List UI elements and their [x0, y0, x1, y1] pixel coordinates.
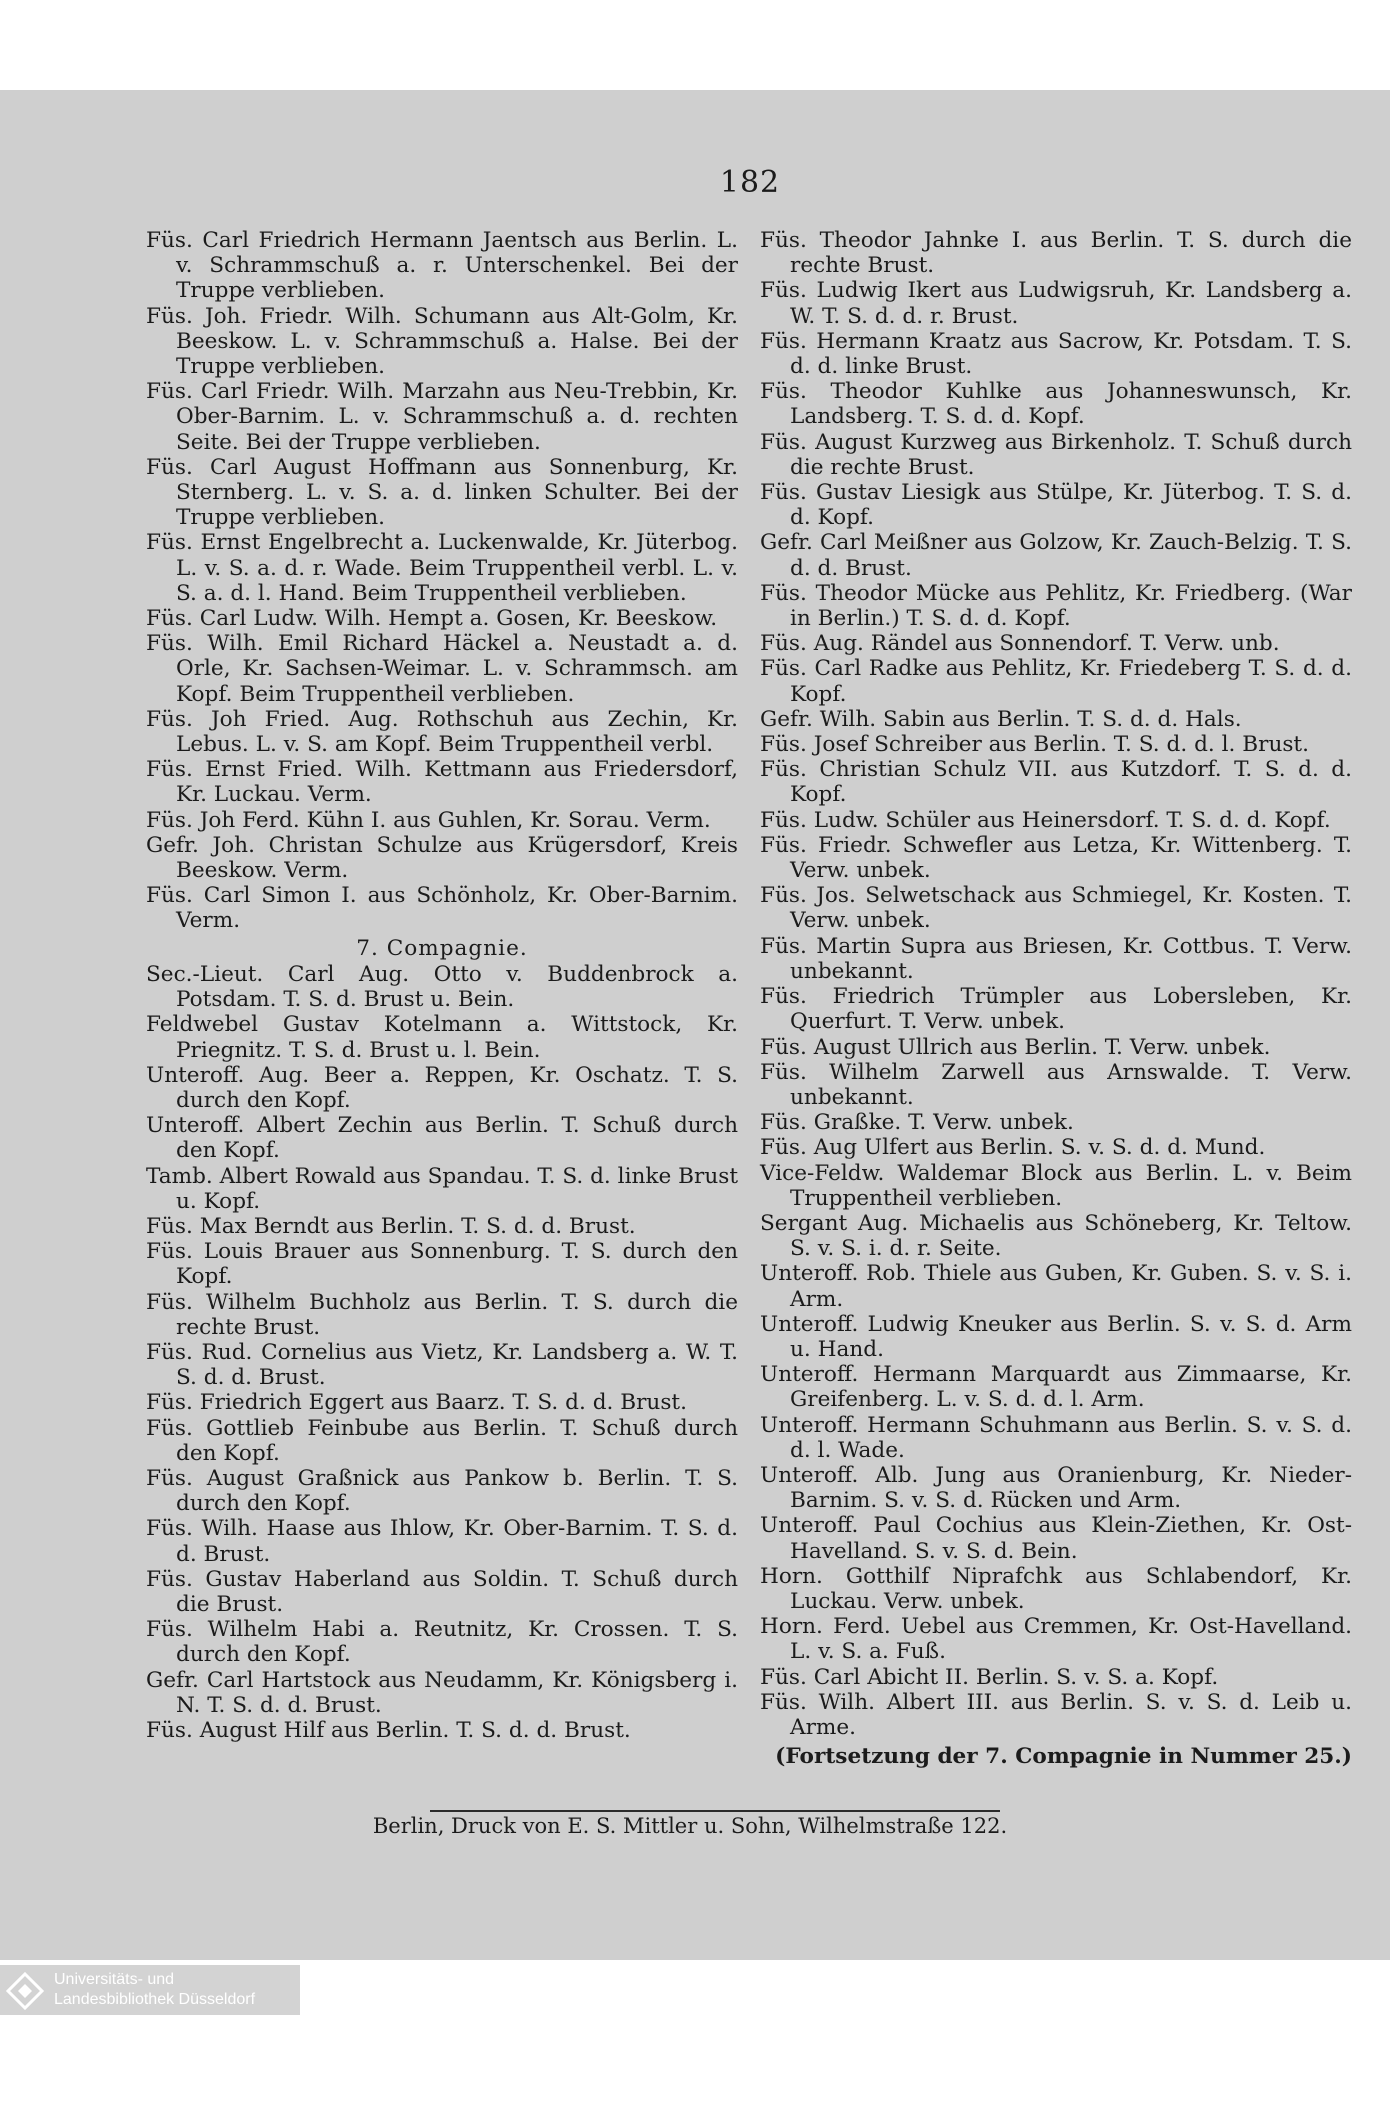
- list-item: Füs. Ludw. Schüler aus Heinersdorf. T. S. d. d. Kopf.: [760, 807, 1331, 833]
- footer-imprint: Berlin, Druck von E. S. Mittler u. Sohn, Wilhelmstraße 122.: [372, 1814, 1008, 1838]
- list-item: Gefr. Wilh. Sabin aus Berlin. T. S. d. d. Hals.: [760, 706, 1242, 732]
- list-item: Gefr. Carl Meißner aus Golzow, Kr. Zauch-Belzig. T. S. d. d. Brust.: [760, 530, 1352, 581]
- list-item: Horn. Ferd. Uebel aus Cremmen, Kr. Ost-Havelland. L. v. S. a. Fuß.: [760, 1614, 1352, 1665]
- list-item: Füs. Ernst Fried. Wilh. Kettmann aus Friedersdorf, Kr. Luckau. Verm.: [146, 757, 738, 808]
- list-item: Füs. Wilh. Albert III. aus Berlin. S. v. S. d. Leib u. Arme.: [760, 1689, 1352, 1740]
- list-item: Füs. Aug Ulfert aus Berlin. S. v. S. d. d. Mund.: [760, 1135, 1266, 1161]
- watermark-line: Landesbibliothek Düsseldorf: [54, 1991, 256, 2008]
- list-item: Füs. Theodor Jahnke I. aus Berlin. T. S. durch die rechte Brust.: [760, 228, 1352, 279]
- list-item: Füs. Joh. Friedr. Wilh. Schumann aus Alt-Golm, Kr. Beeskow. L. v. Schrammschuß a. Halse. Bei der Truppe verblieben.: [146, 303, 738, 380]
- watermark-line: Universitäts- und: [54, 1971, 175, 1988]
- list-item: Unteroff. Rob. Thiele aus Guben, Kr. Guben. S. v. S. i. Arm.: [760, 1261, 1352, 1312]
- list-item: Unteroff. Ludwig Kneuker aus Berlin. S. v. S. d. Arm u. Hand.: [760, 1311, 1352, 1362]
- list-item: Füs. Louis Brauer aus Sonnenburg. T. S. durch den Kopf.: [146, 1239, 738, 1290]
- list-item: Horn. Gotthilf Niprafchk aus Schlabendorf, Kr. Luckau. Verw. unbek.: [760, 1563, 1352, 1614]
- list-item: Füs. Friedrich Trümpler aus Lobersleben, Kr. Querfurt. T. Verw. unbek.: [760, 984, 1352, 1035]
- right-column: [760, 228, 1352, 1769]
- list-item: Tamb. Albert Rowald aus Spandau. T. S. d. linke Brust u. Kopf.: [146, 1163, 738, 1214]
- list-item: Füs. August Ullrich aus Berlin. T. Verw. unbek.: [760, 1034, 1271, 1060]
- list-item: Füs. Carl August Hoffmann aus Sonnenburg, Kr. Sternberg. L. v. S. a. d. linken Schulter. Bei der Truppe verblieben.: [146, 454, 738, 531]
- list-item: Füs. Jos. Selwetschack aus Schmiegel, Kr. Kosten. T. Verw. unbek.: [760, 883, 1352, 934]
- list-item: Füs. August Hilf aus Berlin. T. S. d. d. Brust.: [146, 1717, 631, 1743]
- list-item: Füs. Joh Fried. Aug. Rothschuh aus Zechin, Kr. Lebus. L. v. S. am Kopf. Beim Truppentheil verbl.: [146, 706, 738, 758]
- page-number: 182: [719, 165, 781, 200]
- list-item: Sec.-Lieut. Carl Aug. Otto v. Buddenbrock a. Potsdam. T. S. d. Brust u. Bein.: [146, 961, 738, 1013]
- list-item: Füs. Theodor Kuhlke aus Johanneswunsch, Kr. Landsberg. T. S. d. d. Kopf.: [760, 379, 1352, 430]
- list-item: Füs. Hermann Kraatz aus Sacrow, Kr. Potsdam. T. S. d. d. linke Brust.: [760, 328, 1352, 380]
- list-item: Unteroff. Hermann Schuhmann aus Berlin. S. v. S. d. d. l. Wade.: [760, 1412, 1352, 1463]
- list-item: Unteroff. Albert Zechin aus Berlin. T. Schuß durch den Kopf.: [146, 1113, 738, 1164]
- list-item: Füs. Martin Supra aus Briesen, Kr. Cottbus. T. Verw. unbekannt.: [760, 933, 1352, 984]
- left-column: [146, 228, 738, 1743]
- list-item: Unteroff. Aug. Beer a. Reppen, Kr. Oschatz. T. S. durch den Kopf.: [146, 1062, 738, 1113]
- list-item: Füs. Gottlieb Feinbube aus Berlin. T. Schuß durch den Kopf.: [146, 1415, 738, 1466]
- list-item: Füs. August Graßnick aus Pankow b. Berlin. T. S. durch den Kopf.: [146, 1465, 738, 1517]
- list-item: Füs. Wilh. Haase aus Ihlow, Kr. Ober-Barnim. T. S. d. d. Brust.: [146, 1516, 738, 1567]
- list-item: Gefr. Carl Hartstock aus Neudamm, Kr. Königsberg i. N. T. S. d. d. Brust.: [146, 1667, 738, 1718]
- list-item: Füs. Josef Schreiber aus Berlin. T. S. d. d. l. Brust.: [760, 732, 1309, 758]
- list-item: Füs. Aug. Rändel aus Sonnendorf. T. Verw. unb.: [760, 631, 1280, 657]
- list-item: Füs. Rud. Cornelius aus Vietz, Kr. Landsberg a. W. T. S. d. d. Brust.: [146, 1339, 738, 1391]
- list-item: Unteroff. Alb. Jung aus Oranienburg, Kr. Nieder-Barnim. S. v. S. d. Rücken und Arm.: [760, 1462, 1352, 1514]
- list-item: Gefr. Joh. Christan Schulze aus Krügersdorf, Kreis Beeskow. Verm.: [146, 832, 738, 884]
- list-item: Füs. Theodor Mücke aus Pehlitz, Kr. Friedberg. (War in Berlin.) T. S. d. d. Kopf.: [760, 580, 1352, 632]
- list-item: Füs. Gustav Haberland aus Soldin. T. Schuß durch die Brust.: [146, 1566, 738, 1617]
- list-item: Unteroff. Hermann Marquardt aus Zimmaarse, Kr. Greifenberg. L. v. S. d. d. l. Arm.: [760, 1362, 1352, 1413]
- list-item: Füs. Christian Schulz VII. aus Kutzdorf. T. S. d. d. Kopf.: [760, 757, 1352, 808]
- list-item: Füs. Wilhelm Buchholz aus Berlin. T. S. durch die rechte Brust.: [146, 1289, 738, 1340]
- list-item: Füs. Carl Friedrich Hermann Jaentsch aus Berlin. L. v. Schrammschuß a. r. Unterschenkel. Bei der Truppe verblieben.: [146, 228, 738, 304]
- list-item: Sergant Aug. Michaelis aus Schöneberg, Kr. Teltow. S. v. S. i. d. r. Seite.: [760, 1210, 1352, 1262]
- list-item: Füs. Ernst Engelbrecht a. Luckenwalde, Kr. Jüterbog. L. v. S. a. d. r. Wade. Beim Truppentheil verbl. L. v. S. a. d. l. Hand. Beim Truppentheil verblieben.: [146, 530, 738, 606]
- list-item: Füs. Wilhelm Zarwell aus Arnswalde. T. Verw. unbekannt.: [760, 1059, 1352, 1110]
- footer-rule: [430, 1810, 1000, 1812]
- list-item: Füs. Carl Radke aus Pehlitz, Kr. Friedeberg T. S. d. d. Kopf.: [760, 656, 1352, 707]
- list-item: Füs. Graßke. T. Verw. unbek.: [760, 1110, 1074, 1136]
- list-item: Füs. Max Berndt aus Berlin. T. S. d. d. Brust.: [146, 1213, 636, 1239]
- list-item: Feldwebel Gustav Kotelmann a. Wittstock, Kr. Priegnitz. T. S. d. Brust u. l. Bein.: [146, 1012, 738, 1063]
- list-item: Unteroff. Paul Cochius aus Klein-Ziethen, Kr. Ost-Havelland. S. v. S. d. Bein.: [760, 1513, 1352, 1564]
- list-item: Füs. Ludwig Ikert aus Ludwigsruh, Kr. Landsberg a. W. T. S. d. d. r. Brust.: [760, 278, 1352, 329]
- list-item: Füs. Friedrich Eggert aus Baarz. T. S. d. d. Brust.: [146, 1390, 687, 1416]
- list-item: Füs. Carl Abicht II. Berlin. S. v. S. a. Kopf.: [760, 1664, 1219, 1690]
- list-item: Füs. Friedr. Schwefler aus Letza, Kr. Wittenberg. T. Verw. unbek.: [760, 832, 1352, 884]
- list-item: Füs. Carl Friedr. Wilh. Marzahn aus Neu-Trebbin, Kr. Ober-Barnim. L. v. Schrammschuß a. d. rechten Seite. Bei der Truppe verblieben.: [146, 379, 738, 455]
- continuation-note: (Fortsetzung der 7. Compagnie in Nummer 25.): [775, 1744, 1352, 1770]
- list-item: Füs. Carl Simon I. aus Schönholz, Kr. Ober-Barnim. Verm.: [146, 883, 738, 934]
- section-heading: 7. Compagnie.: [356, 935, 528, 961]
- list-item: Füs. Carl Ludw. Wilh. Hempt a. Gosen, Kr. Beeskow.: [146, 606, 718, 632]
- watermark-text: [54, 1970, 255, 2010]
- library-logo-icon: [6, 1972, 44, 2010]
- list-item: Füs. Wilhelm Habi a. Reutnitz, Kr. Crossen. T. S. durch den Kopf.: [146, 1617, 738, 1668]
- list-item: Füs. Gustav Liesigk aus Stülpe, Kr. Jüterbog. T. S. d. d. Kopf.: [760, 480, 1352, 531]
- list-item: Vice-Feldw. Waldemar Block aus Berlin. L. v. Beim Truppentheil verblieben.: [760, 1160, 1352, 1211]
- list-item: Füs. August Kurzweg aus Birkenholz. T. Schuß durch die rechte Brust.: [760, 429, 1352, 480]
- list-item: Füs. Joh Ferd. Kühn I. aus Guhlen, Kr. Sorau. Verm.: [146, 807, 711, 833]
- list-item: Füs. Wilh. Emil Richard Häckel a. Neustadt a. d. Orle, Kr. Sachsen-Weimar. L. v. Schrammsch. am Kopf. Beim Truppentheil verblieben.: [146, 631, 738, 707]
